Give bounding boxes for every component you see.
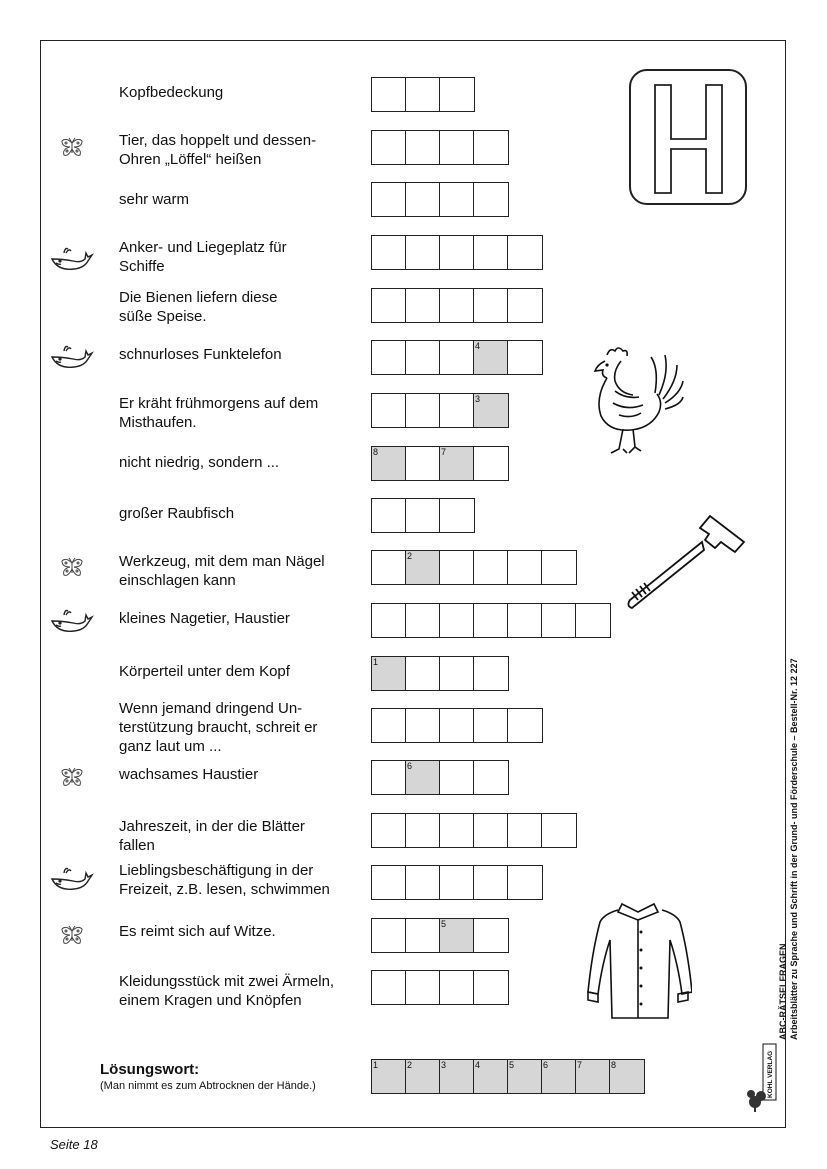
answer-grid [371,760,507,795]
answer-cell[interactable] [541,603,577,638]
cell-number: 1 [373,1060,379,1070]
answer-grid [371,77,473,112]
clue-text: Tier, das hoppelt und dessen- Ohren „Löffel“ heißen [119,132,317,168]
answer-cell[interactable] [371,656,407,691]
answer-cell[interactable] [371,393,407,428]
answer-cell[interactable] [473,393,509,428]
shirt-icon [584,898,692,1028]
side-text-title: ABC-RÄTSELFRAGEN [778,943,788,1040]
cell-number: 3 [441,1060,447,1070]
answer-cell[interactable] [371,708,407,743]
clue-text: Lieblingsbeschäftigung in der Freizeit, z.B. lesen, schwimmen [119,862,330,898]
answer-cell[interactable] [439,235,475,270]
answer-cell[interactable] [473,130,509,165]
answer-cell[interactable] [371,498,407,533]
answer-grid [371,393,507,428]
whale-icon [50,343,94,376]
cell-number: 5 [441,919,447,929]
answer-cell[interactable] [439,393,475,428]
answer-cell[interactable] [371,130,407,165]
answer-cell[interactable] [371,288,407,323]
answer-cell[interactable] [473,918,509,953]
answer-cell[interactable] [405,393,441,428]
publisher-name: KOHL VERLAG [767,1050,774,1098]
whale-icon [50,865,94,898]
answer-cell[interactable] [371,77,407,112]
answer-cell[interactable] [405,813,441,848]
answer-cell[interactable] [473,446,509,481]
solution-title: Lösungswort: [100,1061,200,1078]
solution-hint: (Man nimmt es zum Abtrocknen der Hände.) [100,1080,316,1092]
answer-grid [371,446,507,481]
answer-grid [371,813,575,848]
answer-cell[interactable] [405,865,441,900]
answer-cell[interactable] [473,813,509,848]
clue-text: Kopfbedeckung [119,84,224,101]
answer-cell[interactable] [473,708,509,743]
answer-cell[interactable] [371,603,407,638]
publisher-logo [745,1040,785,1116]
solution-cell[interactable] [405,1059,441,1094]
clue-text: wachsames Haustier [119,766,259,783]
tree-icon [745,1040,785,1116]
answer-cell[interactable] [439,708,475,743]
answer-cell[interactable] [473,603,509,638]
cell-number: 4 [475,341,481,351]
answer-cell[interactable] [473,235,509,270]
answer-cell[interactable] [439,918,475,953]
answer-cell[interactable] [473,865,509,900]
answer-cell[interactable] [507,708,543,743]
whale-icon [50,607,94,640]
hammer-icon [622,512,747,612]
answer-cell[interactable] [371,235,407,270]
answer-cell[interactable] [405,550,441,585]
answer-cell[interactable] [439,656,475,691]
solution-cell[interactable] [541,1059,577,1094]
butterfly-icon [60,767,84,792]
answer-grid [371,550,575,585]
cell-number: 6 [543,1060,549,1070]
answer-grid [371,865,541,900]
answer-cell[interactable] [507,550,543,585]
answer-cell[interactable] [507,288,543,323]
page-number: Seite 18 [50,1137,98,1152]
answer-grid [371,235,541,270]
answer-grid [371,130,507,165]
answer-grid [371,182,507,217]
solution-grid [371,1059,643,1094]
clue-text: Jahreszeit, in der die Blätter fallen [119,818,305,854]
cell-number: 8 [611,1060,617,1070]
solution-cell[interactable] [371,1059,407,1094]
answer-cell[interactable] [405,918,441,953]
cell-number: 7 [441,447,447,457]
answer-cell[interactable] [371,865,407,900]
answer-grid [371,970,507,1005]
butterfly-icon [60,925,84,950]
clue-text: Es reimt sich auf Witze. [119,923,276,940]
solution-cell[interactable] [473,1059,509,1094]
answer-cell[interactable] [371,550,407,585]
side-text [778,658,800,1040]
answer-grid [371,708,541,743]
answer-cell[interactable] [439,970,475,1005]
side-text-subtitle: Arbeitsblätter zu Sprache und Schrift in der Grund- und Förderschule – Bestell-Nr. 12 227 [789,658,799,1040]
answer-grid [371,498,473,533]
answer-cell[interactable] [439,288,475,323]
answer-cell[interactable] [575,603,611,638]
answer-cell[interactable] [405,708,441,743]
cell-number: 5 [509,1060,515,1070]
answer-cell[interactable] [473,182,509,217]
answer-cell[interactable] [473,550,509,585]
answer-grid [371,340,541,375]
answer-cell[interactable] [405,340,441,375]
answer-cell[interactable] [405,130,441,165]
answer-cell[interactable] [507,813,543,848]
answer-cell[interactable] [541,813,577,848]
clue-text: Körperteil unter dem Kopf [119,663,290,680]
cell-number: 4 [475,1060,481,1070]
clue-text: Werkzeug, mit dem man Nägel einschlagen kann [119,553,325,589]
butterfly-icon [60,137,84,162]
cell-number: 3 [475,394,481,404]
answer-cell[interactable] [473,340,509,375]
answer-cell[interactable] [371,446,407,481]
answer-cell[interactable] [439,77,475,112]
answer-cell[interactable] [541,550,577,585]
answer-cell[interactable] [473,970,509,1005]
answer-cell[interactable] [371,813,407,848]
answer-cell[interactable] [439,760,475,795]
clue-text: Anker- und Liegeplatz für Schiffe [119,239,287,275]
answer-cell[interactable] [507,603,543,638]
answer-cell[interactable] [439,446,475,481]
answer-cell[interactable] [473,656,509,691]
answer-cell[interactable] [371,970,407,1005]
answer-cell[interactable] [371,182,407,217]
answer-cell[interactable] [507,865,543,900]
clue-text: sehr warm [119,191,190,208]
cell-number: 2 [407,551,413,561]
answer-cell[interactable] [439,498,475,533]
answer-grid [371,918,507,953]
answer-cell[interactable] [439,603,475,638]
butterfly-icon [60,557,84,582]
answer-grid [371,288,541,323]
clue-text: Wenn jemand dringend Un- terstützung braucht, schreit er ganz laut um ... [119,700,318,755]
answer-cell[interactable] [439,340,475,375]
answer-cell[interactable] [371,918,407,953]
cell-number: 7 [577,1060,583,1070]
answer-cell[interactable] [439,813,475,848]
solution-cell[interactable] [575,1059,611,1094]
answer-cell[interactable] [371,760,407,795]
answer-cell[interactable] [405,446,441,481]
clue-text: großer Raubfisch [119,505,235,522]
answer-cell[interactable] [405,235,441,270]
answer-cell[interactable] [405,498,441,533]
answer-cell[interactable] [405,182,441,217]
answer-cell[interactable] [439,550,475,585]
answer-cell[interactable] [405,77,441,112]
answer-cell[interactable] [405,603,441,638]
answer-grid [371,603,609,638]
cell-number: 2 [407,1060,413,1070]
answer-cell[interactable] [507,235,543,270]
solution-cell[interactable] [439,1059,475,1094]
clue-text: Kleidungsstück mit zwei Ärmeln, einem Kragen und Knöpfen [119,973,335,1009]
answer-cell[interactable] [405,970,441,1005]
cell-number: 8 [373,447,379,457]
cell-number: 1 [373,657,379,667]
answer-cell[interactable] [439,182,475,217]
answer-cell[interactable] [405,288,441,323]
answer-cell[interactable] [405,760,441,795]
answer-cell[interactable] [439,865,475,900]
letter-box [629,69,747,205]
answer-cell[interactable] [439,130,475,165]
rooster-icon [585,343,685,458]
clue-text: kleines Nagetier, Haustier [119,610,290,627]
clue-text: nicht niedrig, sondern ... [119,454,280,471]
whale-icon [50,245,94,278]
solution-cell[interactable] [507,1059,543,1094]
answer-cell[interactable] [371,340,407,375]
cell-number: 6 [407,761,413,771]
clue-text: Die Bienen liefern diese süße Speise. [119,289,278,325]
answer-cell[interactable] [405,656,441,691]
answer-cell[interactable] [507,340,543,375]
clue-text: Er kräht frühmorgens auf dem Misthaufen. [119,395,319,431]
clue-text: schnurloses Funktelefon [119,346,282,363]
answer-cell[interactable] [473,288,509,323]
answer-grid [371,656,507,691]
answer-cell[interactable] [473,760,509,795]
letter-h-icon [631,71,745,203]
solution-cell[interactable] [609,1059,645,1094]
